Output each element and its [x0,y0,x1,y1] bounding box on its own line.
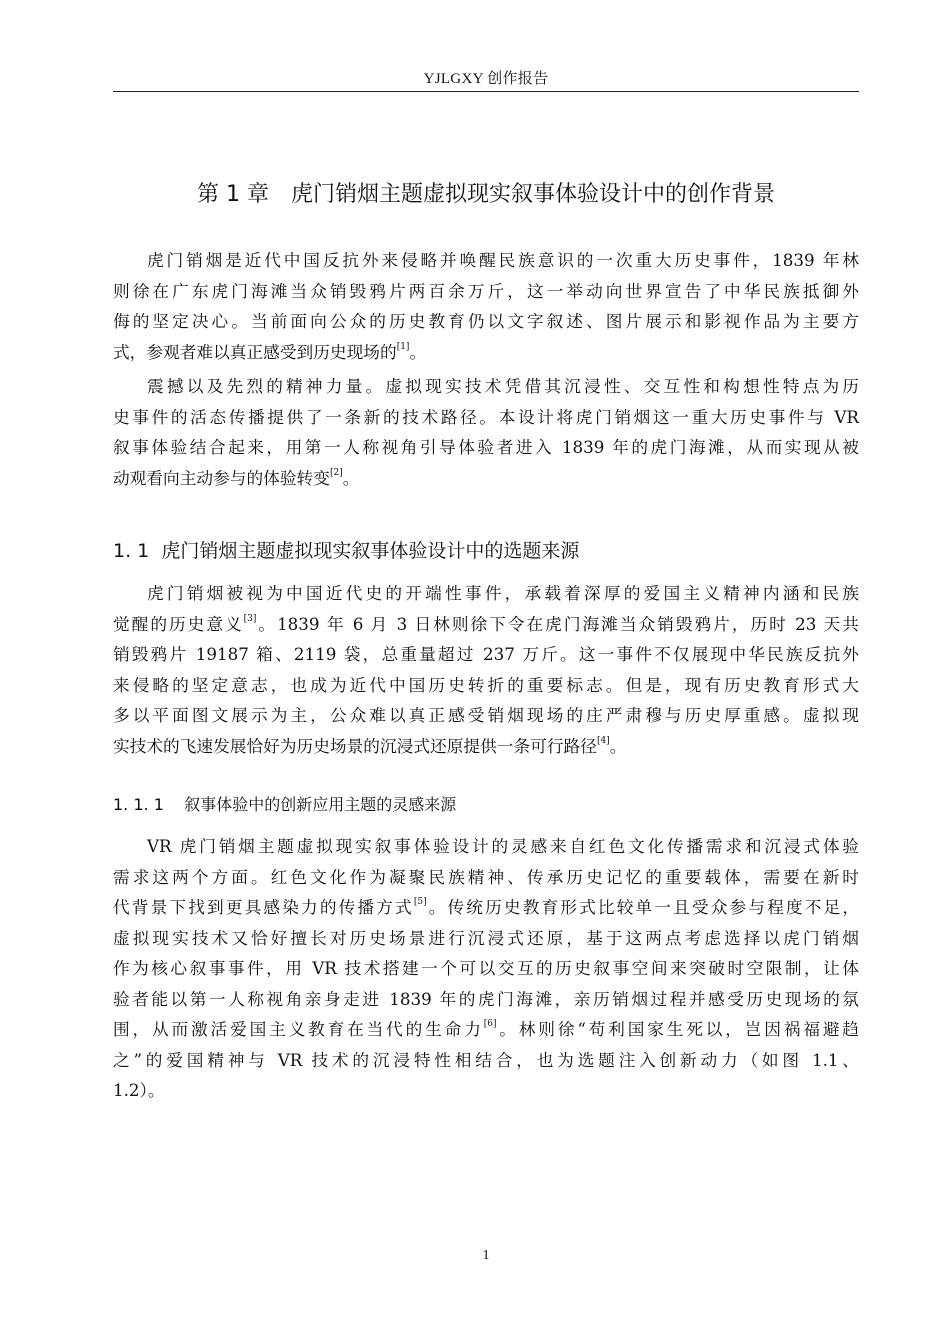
text-run: 。传统历史教育形式比较单一且受众参与程度不足， [426,897,860,917]
text-line: 作为核心叙事事件，用 VR 技术搭建一个可以交互的历史叙事空间来突破时空限制，让体 [113,958,859,978]
citation-ref: [6] [483,1019,497,1030]
citation-ref: [5] [413,897,427,908]
text-run: 。1839 年 6 月 3 日林则徐下令在虎门海滩当众销毁鸦片，历时 23 天共 [256,613,859,634]
intro-paragraph-1 [113,245,859,367]
text-line: 虎门销烟被视为中国近代史的开端性事件，承载着深厚的爱国主义精神内涵和民族 [147,583,859,603]
text-line: 虚拟现实技术又恰好擅长对历史场景进行沉浸式还原，基于这两点考虑选择以虎门销烟 [113,927,859,948]
text-run: 式，参观者难以真正感受到历史现场的 [113,341,397,362]
text-line: 虎门销烟是近代中国反抗外来侵略并唤醒民族意识的一次重大历史事件，1839 年林 [147,250,859,270]
text-line: 验者能以第一人称视角亲身走进 1839 年的虎门海滩，亲历销烟过程并感受历史现场的氛 [113,988,859,1009]
running-header: YJLGXY 创作报告 [423,71,549,87]
text-line [113,892,859,923]
text-line: 销毁鸦片 19187 箱、2119 袋，总重量超过 237 万斤。这一事件不仅展现中华民族反抗外 [113,644,859,664]
text-line [113,463,859,494]
section-paragraph [113,578,859,761]
page-number: 1 [482,1248,490,1263]
text-run: 围，从而激活爱国主义教育在当代的生命力 [113,1019,484,1039]
text-line [113,609,859,640]
text-line: 史事件的活态传播提供了一条新的技术路径。本设计将虎门销烟这一重大历史事件与 VR [113,406,859,427]
text-run: 。林则徐“苟利国家生死以，岂因祸福避趋 [496,1019,859,1039]
header-rule [113,91,859,92]
text-run: 实技术的飞速发展恰好为历史场景的沉浸式还原提供一条可行路径 [113,735,597,756]
text-line: 1.2）。 [113,1080,165,1100]
text-run: 代背景下找到更具感染力的传播方式 [113,897,414,917]
intro-paragraph-2 [113,371,859,493]
text-run: 。 [609,735,627,756]
citation-ref: [4] [596,735,610,746]
chapter-title: 第 1 章 虎门销烟主题虚拟现实叙事体验设计中的创作背景 [197,182,775,207]
subsection-heading: 1. 1. 1 叙事体验中的创新应用主题的灵感来源 [113,795,457,814]
text-line: 之”的爱国精神与 VR 技术的沉浸特性相结合，也为选题注入创新动力（如图 1.1、 [113,1049,859,1070]
text-run: 。 [409,341,427,362]
text-line: 来侵略的坚定意志，也成为近代中国历史转折的重要标志。但是，现有历史教育形式大 [113,674,859,695]
text-line: 震撼以及先烈的精神力量。虚拟现实技术凭借其沉浸性、交互性和构想性特点为历 [147,376,859,396]
text-run: 动观看向主动参与的体验转变 [113,467,330,488]
text-line: 则徐在广东虎门海滩当众销毁鸦片两百余万斤，这一举动向世界宣告了中华民族抵御外 [113,280,859,301]
text-line [113,337,859,368]
subsection-paragraph [113,831,859,1106]
text-line: VR 虎门销烟主题虚拟现实叙事体验设计的灵感来自红色文化传播需求和沉浸式体验 [147,836,859,856]
text-line [113,731,859,762]
text-line [113,1014,859,1045]
text-run: 。 [342,467,360,488]
text-line: 需求这两个方面。红色文化作为凝聚民族精神、传承历史记忆的重要载体，需要在新时 [113,866,859,887]
text-line: 侮的坚定决心。当前面向公众的历史教育仍以文字叙述、图片展示和影视作品为主要方 [113,311,859,331]
text-line: 多以平面图文展示为主，公众难以真正感受销烟现场的庄严肃穆与历史厚重感。虚拟现 [113,705,859,725]
citation-ref: [1] [396,341,410,352]
text-line: 叙事体验结合起来，用第一人称视角引导体验者进入 1839 年的虎门海滩，从而实现从被 [113,437,859,457]
section-heading: 1. 1 虎门销烟主题虚拟现实叙事体验设计中的选题来源 [113,540,580,562]
text-run: 觉醒的历史意义 [113,613,244,634]
citation-ref: [2] [329,467,343,478]
citation-ref: [3] [243,613,257,624]
